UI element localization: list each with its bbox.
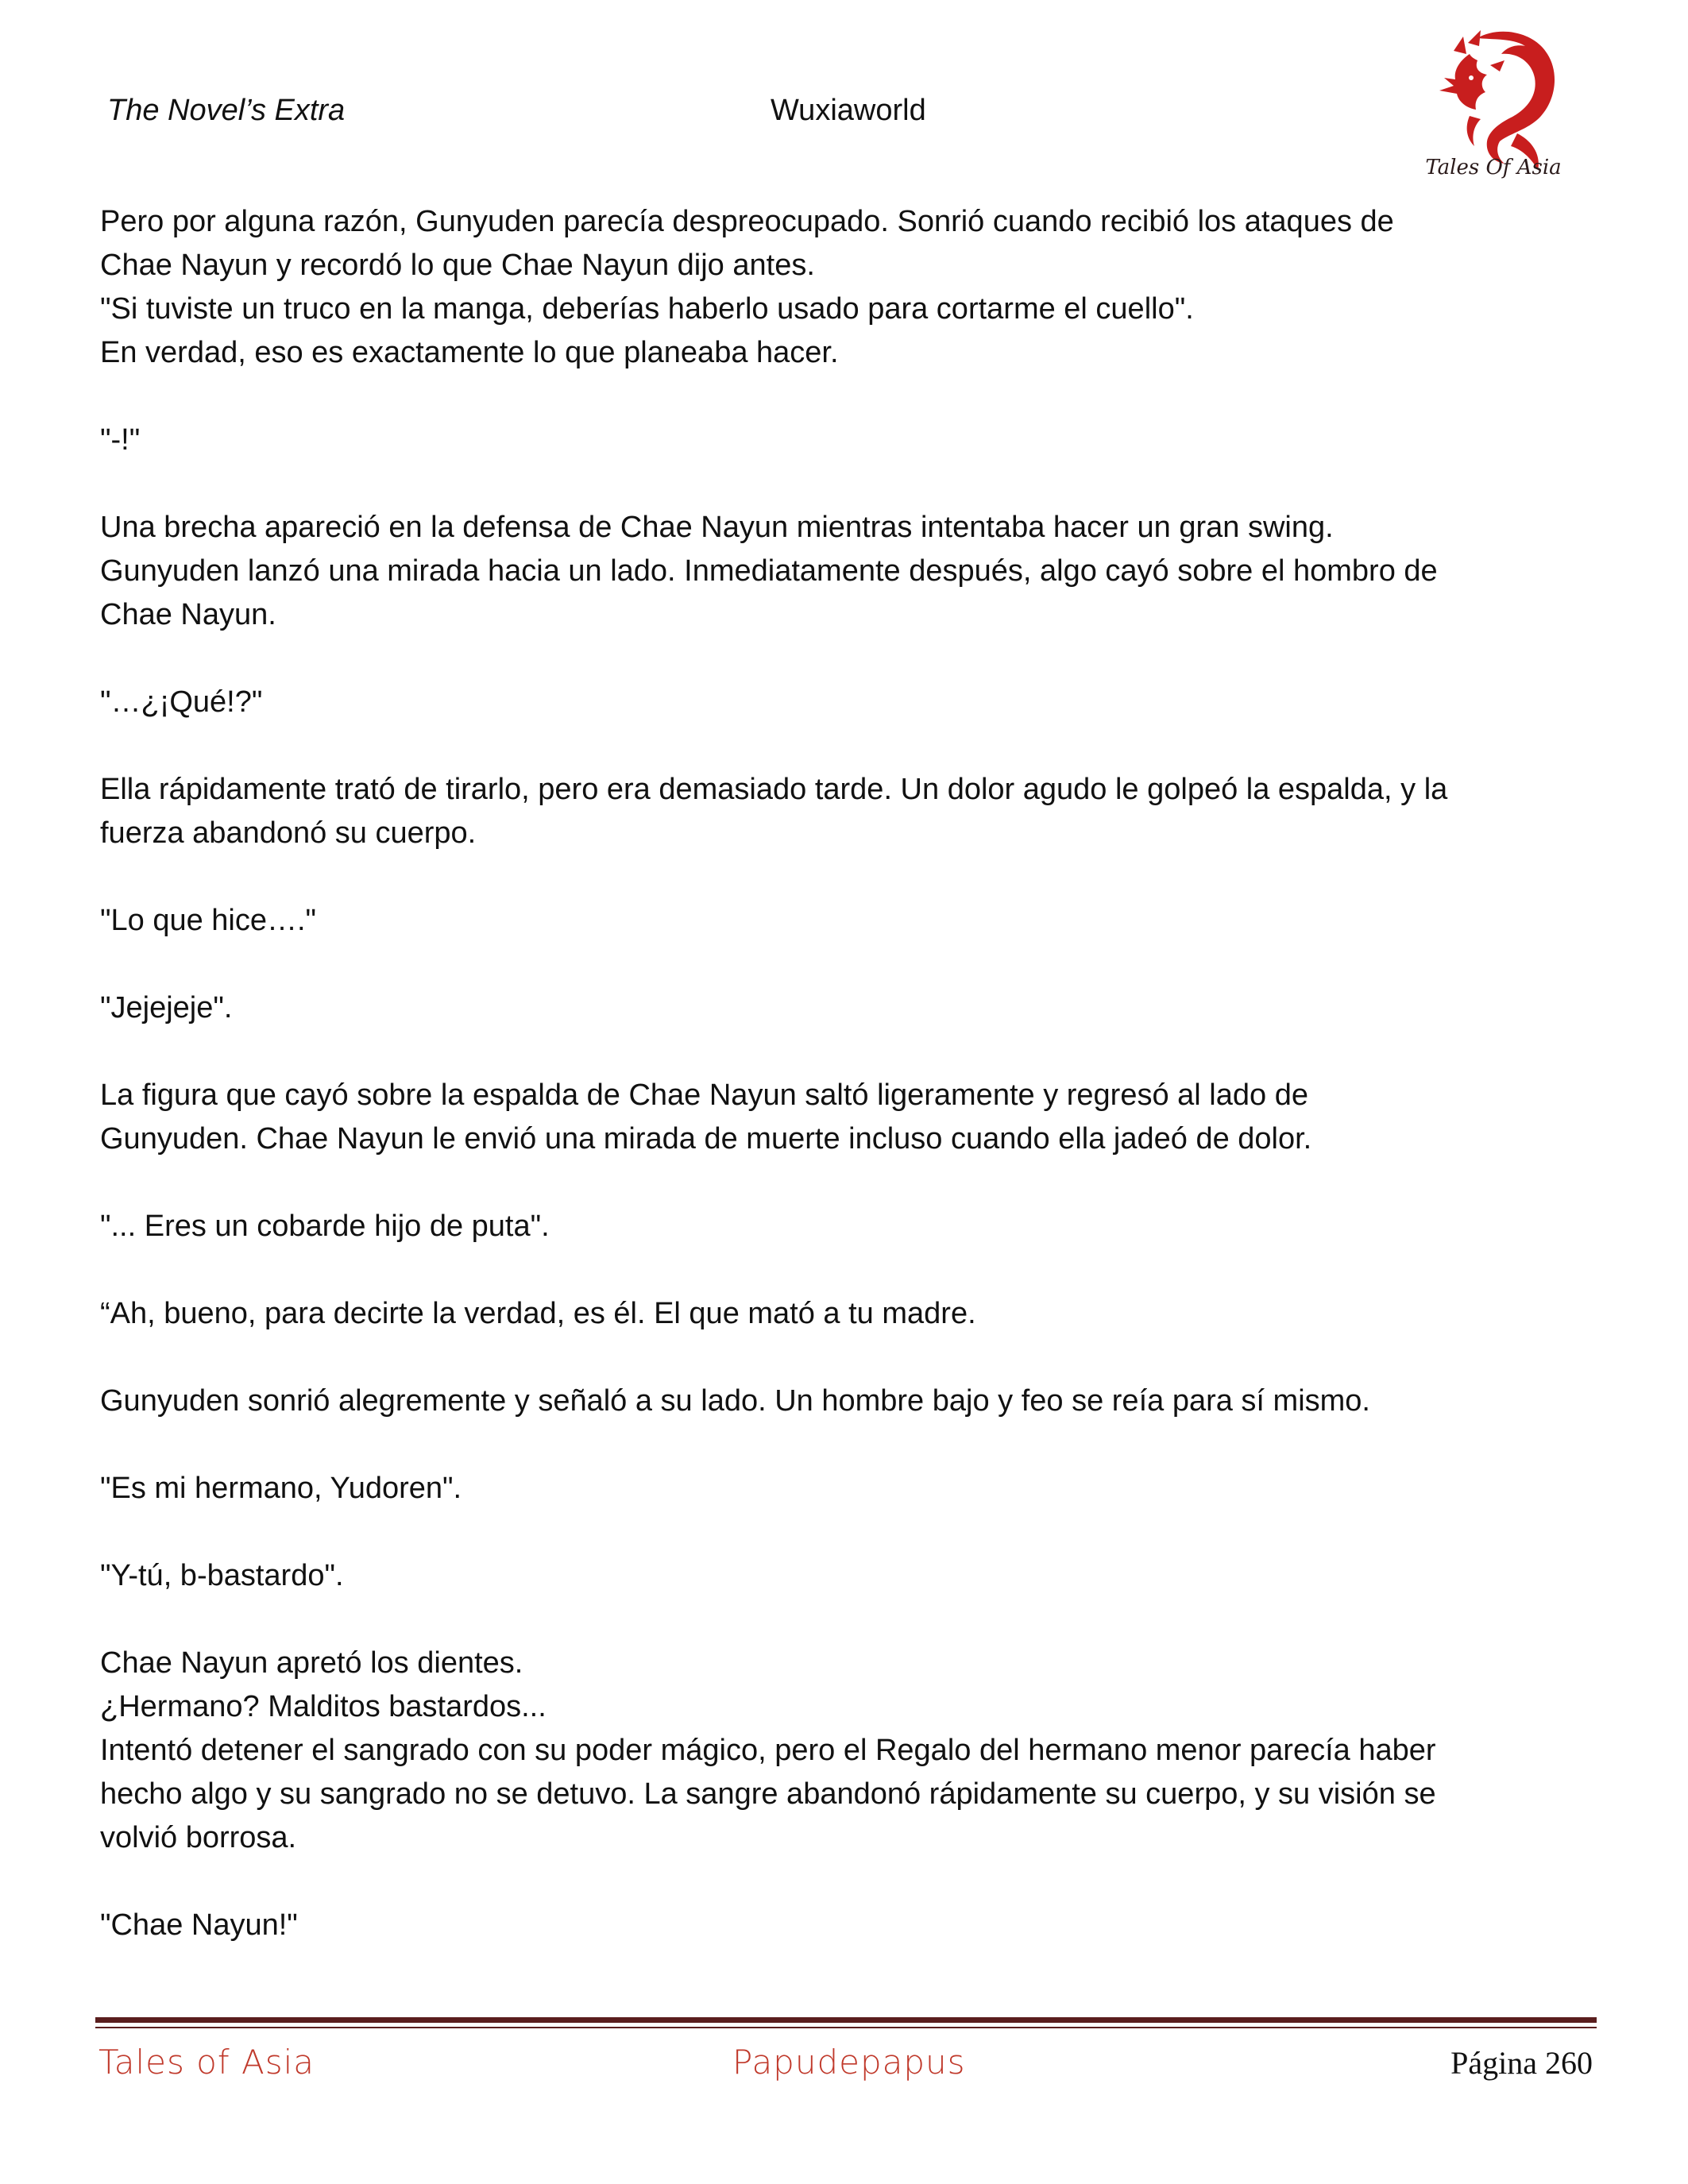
- paragraph: “Ah, bueno, para decirte la verdad, es él. El que mató a tu madre.: [100, 1297, 976, 1330]
- paragraph: "Chae Nayun!": [100, 1908, 298, 1942]
- logo-caption: Tales Of Asia: [1425, 156, 1562, 179]
- paragraph: Intentó detener el sangrado con su poder mágico, pero el Regalo del hermano menor parecía haber hecho algo y su sangrado no se detuvo. La sangre abandonó rápidamente su cuerpo, y su visión se volvió borrosa.: [100, 1734, 1436, 1854]
- footer-translator: Papudepapus: [732, 2043, 966, 2082]
- paragraph: "Si tuviste un truco en la manga, deberías haberlo usado para cortarme el cuello".: [100, 292, 1194, 326]
- paragraph: "... Eres un cobarde hijo de puta".: [100, 1210, 550, 1243]
- paragraph: Una brecha apareció en la defensa de Chae Nayun mientras intentaba hacer un gran swing. Gunyuden lanzó una mirada hacia un lado. Inmediatamente después, algo cayó sobre el hombro de Chae Nayun.: [100, 511, 1438, 631]
- paragraph: Gunyuden sonrió alegremente y señaló a su lado. Un hombre bajo y feo se reía para sí mismo.: [100, 1384, 1370, 1418]
- paragraph: "-!": [100, 423, 141, 457]
- paragraph: "Y-tú, b-bastardo".: [100, 1559, 344, 1592]
- paragraph: "Es mi hermano, Yudoren".: [100, 1472, 462, 1505]
- book-title: The Novel’s Extra: [107, 94, 346, 127]
- page-number: Página 260: [1450, 2045, 1593, 2081]
- paragraph: ¿Hermano? Malditos bastardos...: [100, 1690, 547, 1723]
- paragraph: Pero por alguna razón, Gunyuden parecía despreocupado. Sonrió cuando recibió los ataques de Chae Nayun y recordó lo que Chae Nayun dijo antes.: [100, 205, 1394, 282]
- source-name: Wuxiaworld: [771, 94, 926, 127]
- paragraph: Chae Nayun apretó los dientes.: [100, 1646, 523, 1680]
- paragraph: La figura que cayó sobre la espalda de Chae Nayun saltó ligeramente y regresó al lado de Gunyuden. Chae Nayun le envió una mirada de muerte incluso cuando ella jadeó de dolor.: [100, 1078, 1312, 1156]
- paragraph: Ella rápidamente trató de tirarlo, pero era demasiado tarde. Un dolor agudo le golpeó la espalda, y la fuerza abandonó su cuerpo.: [100, 773, 1448, 850]
- footer-rule-thin: [95, 2027, 1597, 2028]
- paragraph: "Lo que hice….": [100, 904, 317, 937]
- paragraph: En verdad, eso es exactamente lo que planeaba hacer.: [100, 336, 839, 369]
- paragraph: "…¿¡Qué!?": [100, 685, 263, 719]
- footer-site-name: Tales of Asia: [98, 2043, 315, 2082]
- paragraph: "Jejejeje".: [100, 991, 233, 1024]
- footer-rule-thick: [95, 2017, 1597, 2023]
- page-body: [100, 200, 1593, 1947]
